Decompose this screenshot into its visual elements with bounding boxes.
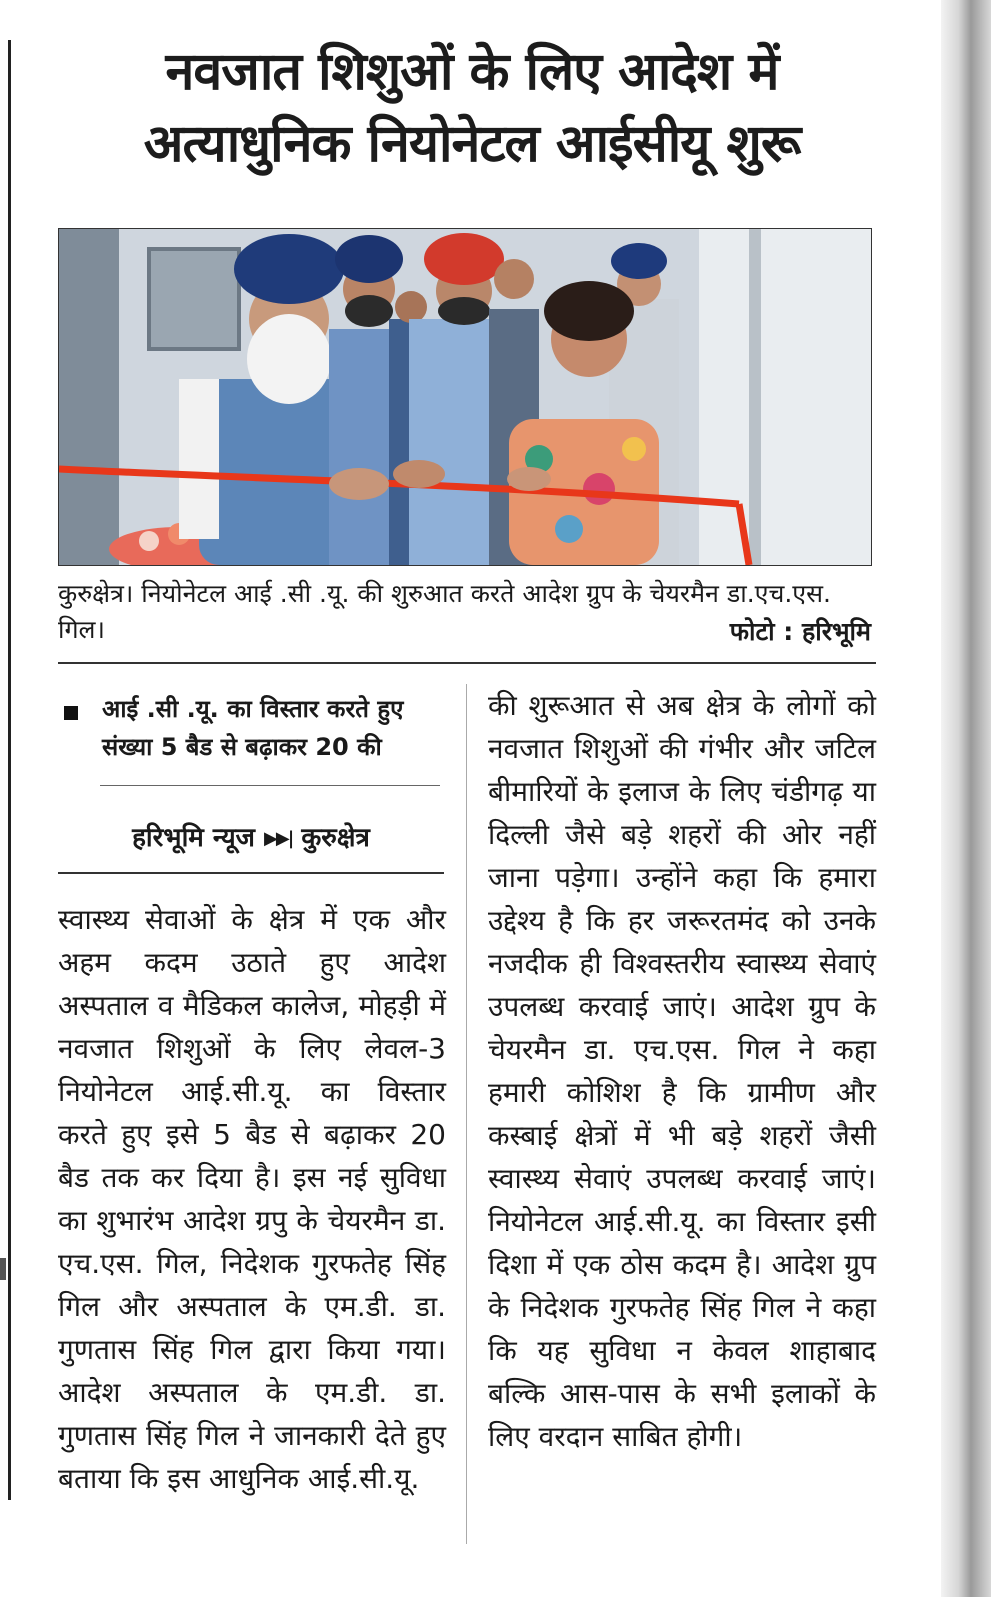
photo-caption: कुरुक्षेत्र। नियोनेटल आई .सी .यू. की शुरुआत करते आदेश ग्रुप के चेयरमैन डा.एच.एस. गिल। bbox=[58, 579, 831, 644]
photo-credit: फोटो : हरिभूमि bbox=[729, 617, 871, 646]
headline bbox=[52, 36, 892, 180]
page-fold-shadow bbox=[941, 0, 991, 1597]
news-photo bbox=[58, 228, 872, 566]
headline-line-2: अत्याधुनिक नियोनेटल आईसीयू शुरू bbox=[143, 114, 801, 174]
bullet-square-icon bbox=[64, 706, 78, 720]
article-column-left: स्वास्थ्य सेवाओं के क्षेत्र में एक और अहम कदम उठाते हुए आदेश अस्पताल व मैडिकल कालेज, मोहड़ी में नवजात शिशुओं के लिए लेवल-3 नियोनेटल आई.सी.यू. का विस्तार करते हुए इसे 5 बैड से बढ़ाकर 20 बैड तक कर दिया है। इस नई सुविधा का शुभारंभ आदेश ग्रपु के चेयरमैन डा. एच.एस. गिल, निदेशक गुरफतेह सिंह गिल और अस्पताल के एम.डी. डा. गुणतास सिंह गिल द्वारा किया गया। आदेश अस्पताल के एम.डी. डा. गुणतास सिंह गिल ने जानकारी देते हुए बताया कि इस आधुनिक आई.सी.यू. bbox=[58, 903, 446, 1495]
column-rule-left bbox=[8, 40, 11, 1500]
ribbon-cutting-photo bbox=[59, 229, 871, 565]
byline-rule bbox=[58, 872, 444, 874]
byline-place: कुरुक्षेत्र bbox=[301, 823, 370, 853]
highlight-rule bbox=[100, 785, 440, 786]
article-column-right: की शुरूआत से अब क्षेत्र के लोगों को नवजात शिशुओं की गंभीर और जटिल बीमारियों के इलाज के लिए चंडीगढ़ या दिल्ली जैसे बड़े शहरों की ओर नहीं जाना पड़ेगा। उन्होंने कहा कि हमारा उद्देश्य है कि हर जरूरतमंद को उनके नजदीक ही विश्वस्तरीय स्वास्थ्य सेवाएं उपलब्ध करवाई जाएं। आदेश ग्रुप के चेयरमैन डा. एच.एस. गिल ने कहा हमारी कोशिश है कि ग्रामीण और कस्बाई क्षेत्रों में भी बड़े शहरों जैसी स्वास्थ्य सेवाएं उपलब्ध करवाई जाएं। नियोनेटल आई.सी.यू. का विस्तार इसी दिशा में एक ठोस कदम है। आदेश ग्रुप के निदेशक गुरफतेह सिंह गिल ने कहा कि यह सुविधा न केवल शाहाबाद बल्कि आस-पास के सभी इलाकों के लिए वरदान साबित होगी। bbox=[488, 689, 876, 1453]
forward-arrows-icon: ▶▶| bbox=[264, 828, 293, 849]
caption-rule bbox=[58, 662, 876, 664]
column-divider bbox=[466, 684, 467, 1544]
page-edge-mark bbox=[0, 1258, 6, 1280]
highlight-text: आई .सी .यू. का विस्तार करते हुए संख्या 5 बैड से बढ़ाकर 20 की bbox=[102, 695, 404, 761]
byline bbox=[58, 818, 444, 854]
byline-source: हरिभूमि न्यूज bbox=[132, 823, 255, 853]
headline-line-1: नवजात शिशुओं के लिए आदेश में bbox=[165, 42, 779, 102]
